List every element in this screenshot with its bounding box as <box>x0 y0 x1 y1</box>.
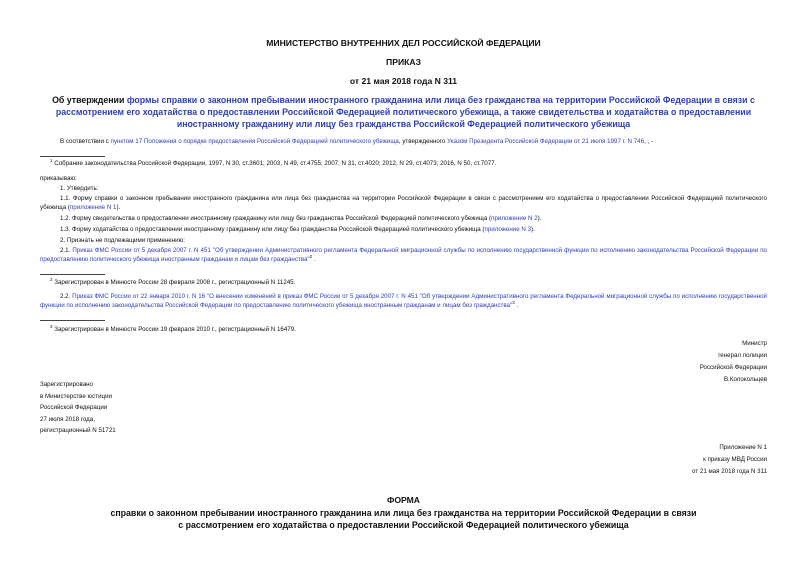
registration-line-2: в Министерстве юстиции <box>40 392 113 400</box>
footnote-1 <box>50 159 767 168</box>
preamble-link-decree[interactable]: Указом Президента Российской Федерации от 21 июля 1997 г. N 746 <box>447 138 645 145</box>
item-2: 2. Признать не подлежащими применению: <box>60 237 185 244</box>
item-2-2 <box>40 292 767 310</box>
doc-type-heading: ПРИКАЗ <box>386 57 421 67</box>
form-subtitle: справки о законном пребывании иностранного гражданина или лица без гражданства на территории Российской Федерации в связи с рассмотрением его ходатайства о предоставлении Российской Федерацией политического убежища <box>110 508 697 530</box>
form-heading: ФОРМА <box>386 495 420 505</box>
signature-line-rank: генерал полиции <box>718 352 767 359</box>
item-1-3-text: 1.3. Форму ходатайства о предоставлении иностранному гражданину или лицу без гражданства Российской Федерацией политического убежища ( <box>60 226 485 233</box>
item-2-1 <box>40 246 767 264</box>
item-1-2-end: ). <box>537 215 542 222</box>
item-2-1-end: . <box>312 256 316 263</box>
signature-block <box>560 338 767 386</box>
item-1-1-link[interactable]: приложение N 1 <box>69 204 117 211</box>
order-date-number: от 21 мая 2018 года N 311 <box>349 76 458 86</box>
item-1-1-text: 1.1. Форму справки о законном пребывании иностранного гражданина или лица без гражданства на территории Российской Федерации в связи с рассмотрением его ходатайства о предоставлении Российской Федерацией политического убежища ( <box>40 195 767 211</box>
registration-block <box>40 379 240 437</box>
preamble-text-2: , утвержденного <box>398 138 448 145</box>
item-1-2-link[interactable]: приложение N 2 <box>491 215 538 222</box>
item-1-3 <box>40 225 767 234</box>
footnote-2-text: Зарегистрирован в Минюсте России 28 февраля 2008 г., регистрационный N 11245. <box>54 279 296 286</box>
item-2-2-num: 2.2. <box>60 293 73 300</box>
footnote-marker: 1 <box>50 157 53 163</box>
footnote-marker: 2 <box>309 253 313 259</box>
order-title-prefix: Об утверждении <box>52 95 127 105</box>
signature-line-country: Российской Федерации <box>699 364 767 371</box>
item-1-3-link[interactable]: приложение N 3 <box>484 226 532 233</box>
footnote-marker: 2 <box>50 276 53 282</box>
appendix-line-3: от 21 мая 2018 года N 311 <box>692 468 767 475</box>
preamble-text-3: , , - <box>644 138 653 145</box>
order-title <box>40 94 767 130</box>
order-title-link[interactable]: формы справки о законном пребывании иностранного гражданина или лица без гражданства на территории Российской Федерации в связи с рассмотрением его ходатайства о предоставлении Российской Федерацией политического убежища, а также свидетельства и ходатайства о предоставлении иностранному гражданину или лицу без гражданства Российской Федерацией политического убежища <box>55 95 755 129</box>
item-1-2 <box>40 214 767 223</box>
footnote-marker: 3 <box>50 323 53 329</box>
footnote-2 <box>50 278 767 287</box>
item-1-3-end: ). <box>531 226 535 233</box>
item-1-1-end: ). <box>116 204 121 211</box>
item-2-2-end: . <box>514 302 519 309</box>
item-1-1 <box>40 194 767 212</box>
preamble <box>40 137 767 146</box>
footnote-3 <box>50 325 767 334</box>
signature-line-name: В.Колокольцев <box>724 376 767 383</box>
footnote-1-text: Собрание законодательства Российской Федерации, 1997, N 30, ст.3601; 2003, N 49, ст.4755; 2007, N 31, ст.4020; 2012, N 29, ст.4073; 2016, N 50, ст.7077. <box>54 160 497 167</box>
footnote-divider <box>40 274 105 275</box>
registration-line-1: Зарегистрировано <box>40 381 93 388</box>
footnote-marker: 3 <box>512 299 515 305</box>
registration-line-4: 27 июля 2018 года, <box>40 415 95 423</box>
footnote-divider <box>40 156 105 157</box>
ministry-heading: МИНИСТЕРСТВО ВНУТРЕННИХ ДЕЛ РОССИЙСКОЙ ФЕДЕРАЦИИ <box>266 38 541 48</box>
footnote-divider <box>40 320 105 321</box>
preamble-text-1: В соответствии с <box>60 138 111 145</box>
order-word: приказываю: <box>40 175 77 182</box>
item-2-1-num: 2.1. <box>60 247 73 254</box>
preamble-link-regulation[interactable]: пунктом 17 Положения о порядке предоставления Российской Федерацией политического убежища <box>110 138 399 145</box>
footnote-3-text: Зарегистрирован в Минюсте России 19 февраля 2010 г., регистрационный N 16479. <box>54 326 296 333</box>
appendix-block <box>560 442 767 478</box>
appendix-line-2: к приказу МВД России <box>703 456 767 463</box>
item-1-2-text: 1.2. Форму свидетельства о предоставлении иностранному гражданину или лицу без гражданства Российской Федерацией политического убежища ( <box>60 215 492 222</box>
item-2-2-link[interactable]: Приказ ФМС России от 22 января 2010 г. N 16 "О внесении изменений в приказ ФМС России от 5 декабря 2007 г. N 451 "Об утверждении Административного регламента Федеральной миграционной службы по исполнению государственной функции по исполнению законодательства Российской Федерации по предоставлению политического убежища иностранным гражданам и лицам без гражданства" <box>40 293 768 309</box>
signature-line-position: Министр <box>742 340 767 347</box>
item-1: 1. Утвердить: <box>60 185 99 192</box>
appendix-line-1: Приложение N 1 <box>719 444 767 451</box>
item-2-1-link[interactable]: Приказ ФМС России от 5 декабря 2007 г. N 451 "Об утверждении Административного регламента Федеральной миграционной службы по исполнению государственной функции по исполнению законодательства Российской Федерации по предоставлению политического убежища иностранным гражданам и лицам без гражданства" <box>40 247 767 263</box>
registration-line-3: Российской Федерации <box>40 404 108 411</box>
registration-line-5: регистрационный N 51721 <box>40 427 116 434</box>
